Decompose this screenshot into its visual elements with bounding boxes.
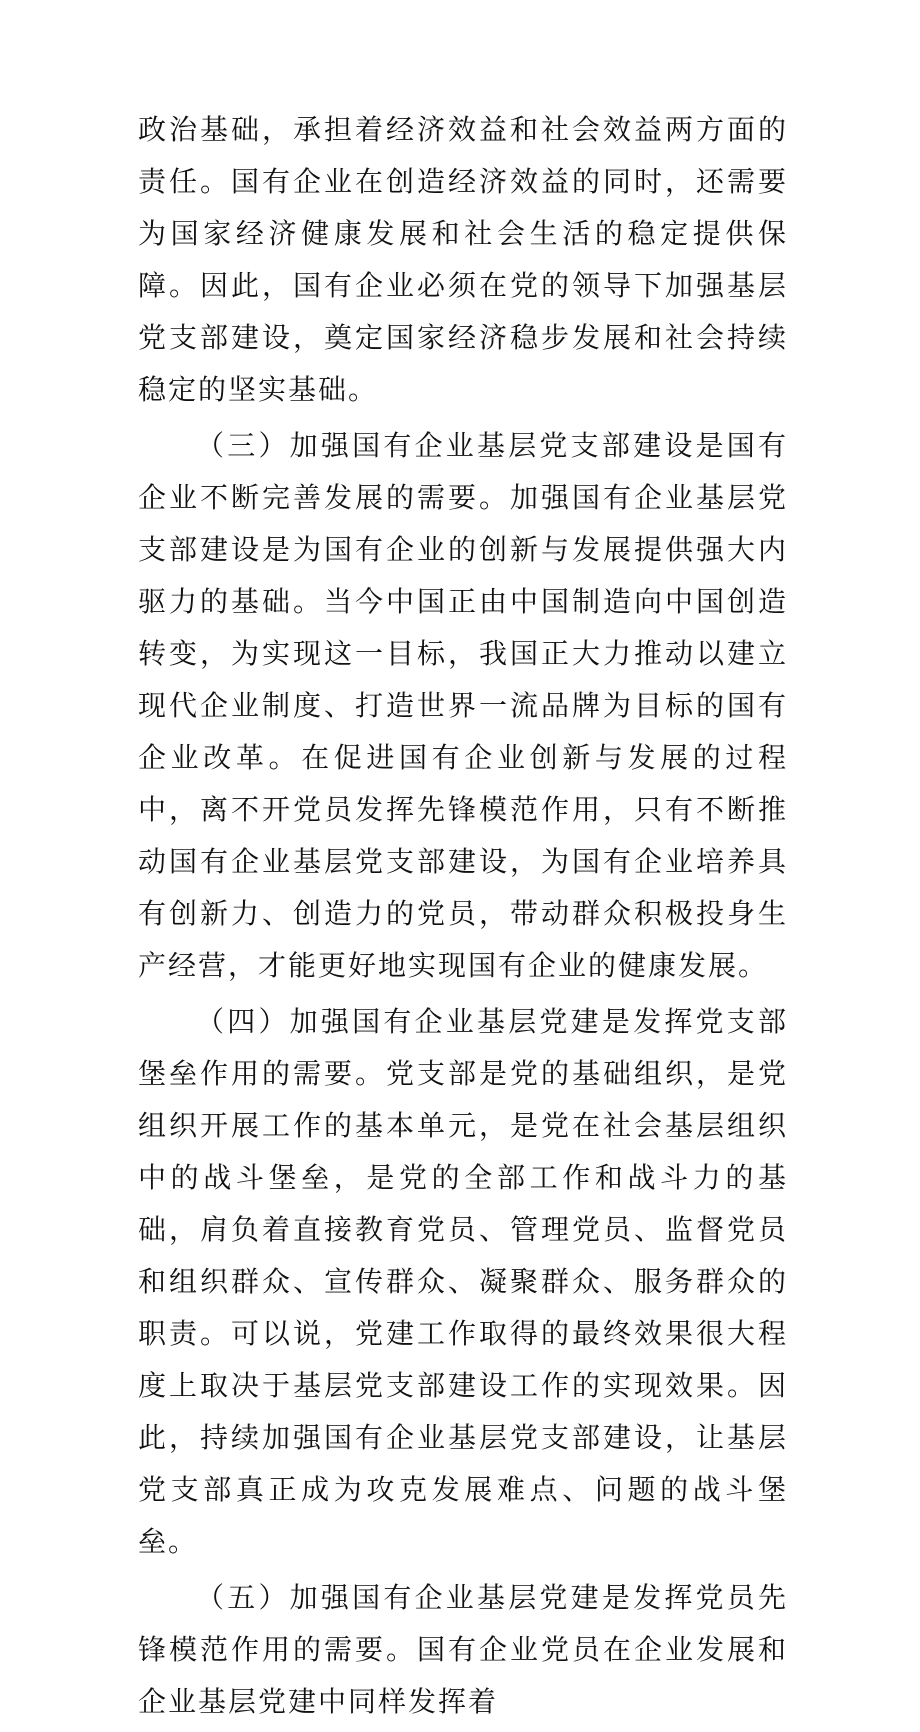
paragraph-continued: 政治基础，承担着经济效益和社会效益两方面的责任。国有企业在创造经济效益的同时，还需要为国家经济健康发展和社会生活的稳定提供保障。因此，国有企业必须在党的领导下加强基层党支部建设，奠定国家经济稳步发展和社会持续稳定的坚实基础。 <box>138 113 788 406</box>
document-body <box>138 104 788 1732</box>
paragraph-section-five: （五）加强国有企业基层党建是发挥党员先锋模范作用的需要。国有企业党员在企业发展和企业基层党建中同样发挥着 <box>138 1581 788 1718</box>
paragraph-section-three: （三）加强国有企业基层党支部建设是国有企业不断完善发展的需要。加强国有企业基层党支部建设是为国有企业的创新与发展提供强大内驱力的基础。当今中国正由中国制造向中国创造转变，为实现这一目标，我国正大力推动以建立现代企业制度、打造世界一流品牌为目标的国有企业改革。在促进国有企业创新与发展的过程中，离不开党员发挥先锋模范作用，只有不断推动国有企业基层党支部建设，为国有企业培养具有创新力、创造力的党员，带动群众积极投身生产经营，才能更好地实现国有企业的健康发展。 <box>138 429 788 982</box>
paragraph-section-four: （四）加强国有企业基层党建是发挥党支部堡垒作用的需要。党支部是党的基础组织，是党组织开展工作的基本单元，是党在社会基层组织中的战斗堡垒，是党的全部工作和战斗力的基础，肩负着直接教育党员、管理党员、监督党员和组织群众、宣传群众、凝聚群众、服务群众的职责。可以说，党建工作取得的最终效果很大程度上取决于基层党支部建设工作的实现效果。因此，持续加强国有企业基层党支部建设，让基层党支部真正成为攻克发展难点、问题的战斗堡垒。 <box>138 1005 788 1558</box>
